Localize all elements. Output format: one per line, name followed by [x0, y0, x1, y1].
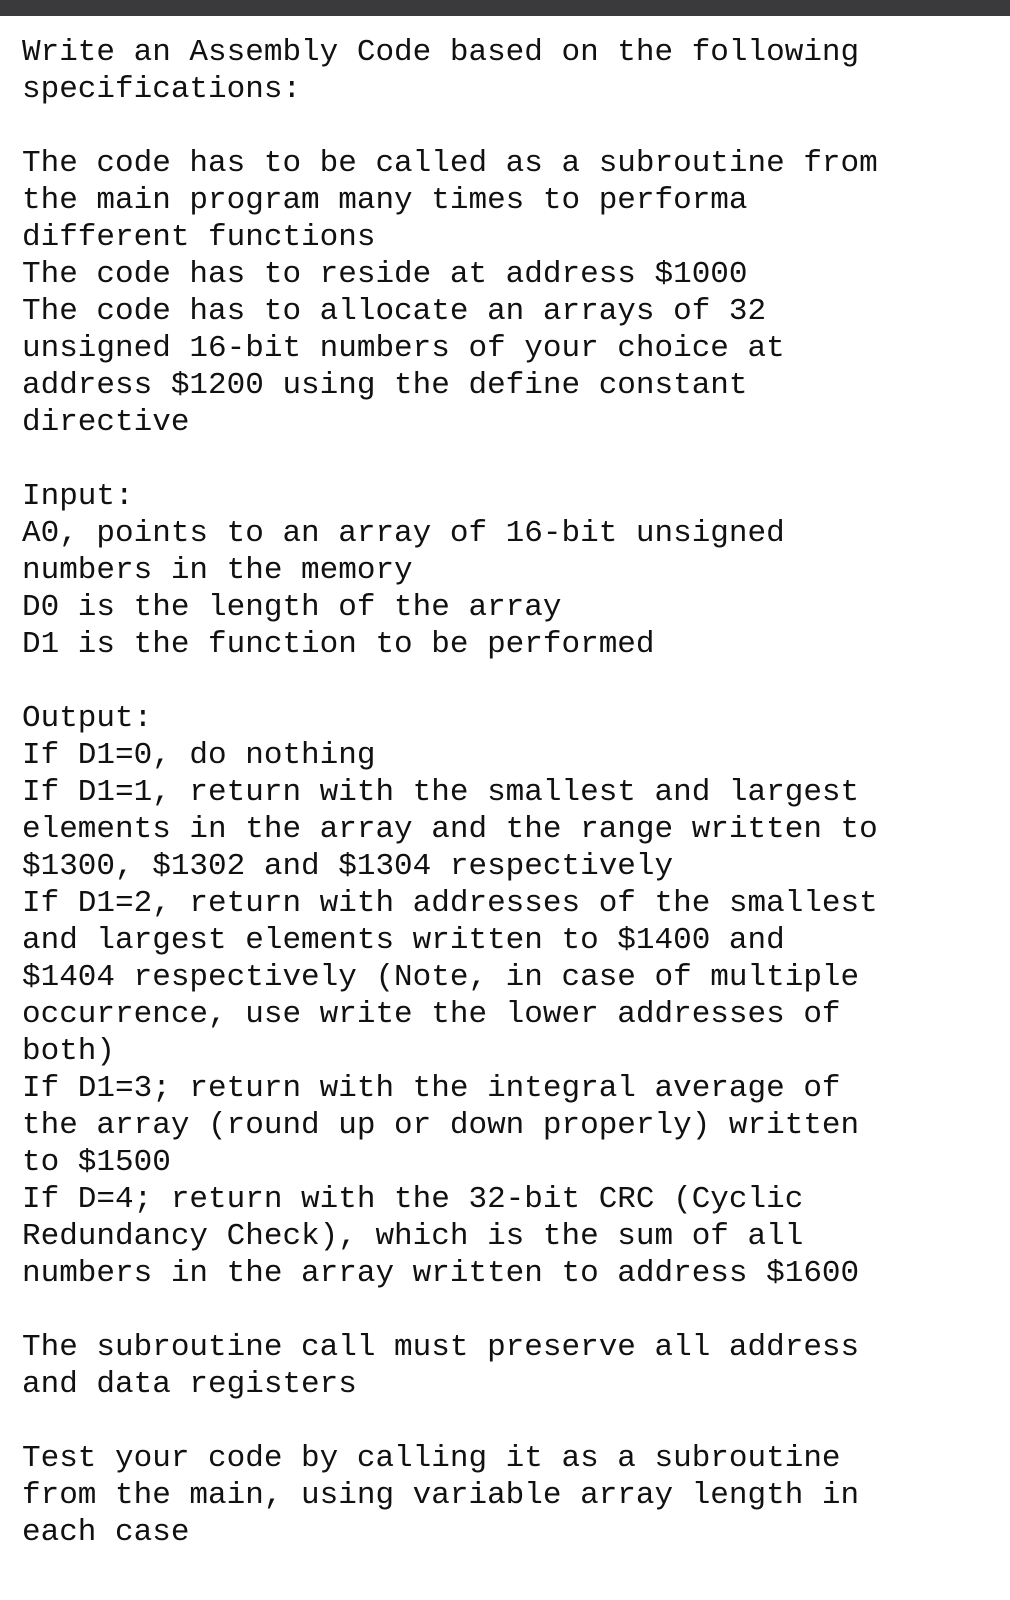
- text-line: both): [22, 1034, 116, 1069]
- text-line: The code has to be called as a subroutine from: [22, 146, 878, 181]
- text-line: address $1200 using the define constant: [22, 368, 748, 403]
- text-line: D0 is the length of the array: [22, 590, 562, 625]
- text-line: Test your code by calling it as a subroutine: [22, 1441, 841, 1476]
- text-line: unsigned 16-bit numbers of your choice at: [22, 331, 785, 366]
- text-line: The subroutine call must preserve all address: [22, 1330, 860, 1365]
- text-line: Redundancy Check), which is the sum of all: [22, 1219, 804, 1254]
- text-line: Output:: [22, 701, 153, 736]
- text-line: the main program many times to performa: [22, 183, 748, 218]
- text-line: to $1500: [22, 1145, 171, 1180]
- text-line: If D1=2, return with addresses of the smallest: [22, 886, 878, 921]
- text-line: The code has to allocate an arrays of 32: [22, 294, 767, 329]
- blank-line: [22, 1403, 997, 1440]
- window-top-bar: [0, 0, 1010, 16]
- text-line: different functions: [22, 220, 376, 255]
- text-line: If D1=3; return with the integral average of: [22, 1071, 841, 1106]
- text-line: If D1=1, return with the smallest and largest: [22, 775, 860, 810]
- text-line: from the main, using variable array length in: [22, 1478, 860, 1513]
- text-line: the array (round up or down properly) written: [22, 1108, 860, 1143]
- text-line: The code has to reside at address $1000: [22, 257, 748, 292]
- blank-line: [22, 1292, 997, 1329]
- text-line: Input:: [22, 479, 134, 514]
- text-line: and data registers: [22, 1367, 357, 1402]
- text-line: numbers in the array written to address $1600: [22, 1256, 860, 1291]
- text-line: directive: [22, 405, 190, 440]
- text-line: and largest elements written to $1400 and: [22, 923, 785, 958]
- text-line: If D=4; return with the 32-bit CRC (Cyclic: [22, 1182, 804, 1217]
- text-line: $1300, $1302 and $1304 respectively: [22, 849, 674, 884]
- text-line: occurrence, use write the lower addresses of: [22, 997, 841, 1032]
- text-line: elements in the array and the range written to: [22, 812, 878, 847]
- assignment-text: [22, 34, 997, 1551]
- text-line: specifications:: [22, 72, 302, 107]
- text-line: each case: [22, 1515, 190, 1550]
- text-line: $1404 respectively (Note, in case of multiple: [22, 960, 860, 995]
- blank-line: [22, 441, 997, 478]
- blank-line: [22, 108, 997, 145]
- text-line: A0, points to an array of 16-bit unsigned: [22, 516, 785, 551]
- text-line: Write an Assembly Code based on the following: [22, 35, 860, 70]
- blank-line: [22, 663, 997, 700]
- text-line: If D1=0, do nothing: [22, 738, 376, 773]
- text-line: numbers in the memory: [22, 553, 413, 588]
- text-line: D1 is the function to be performed: [22, 627, 655, 662]
